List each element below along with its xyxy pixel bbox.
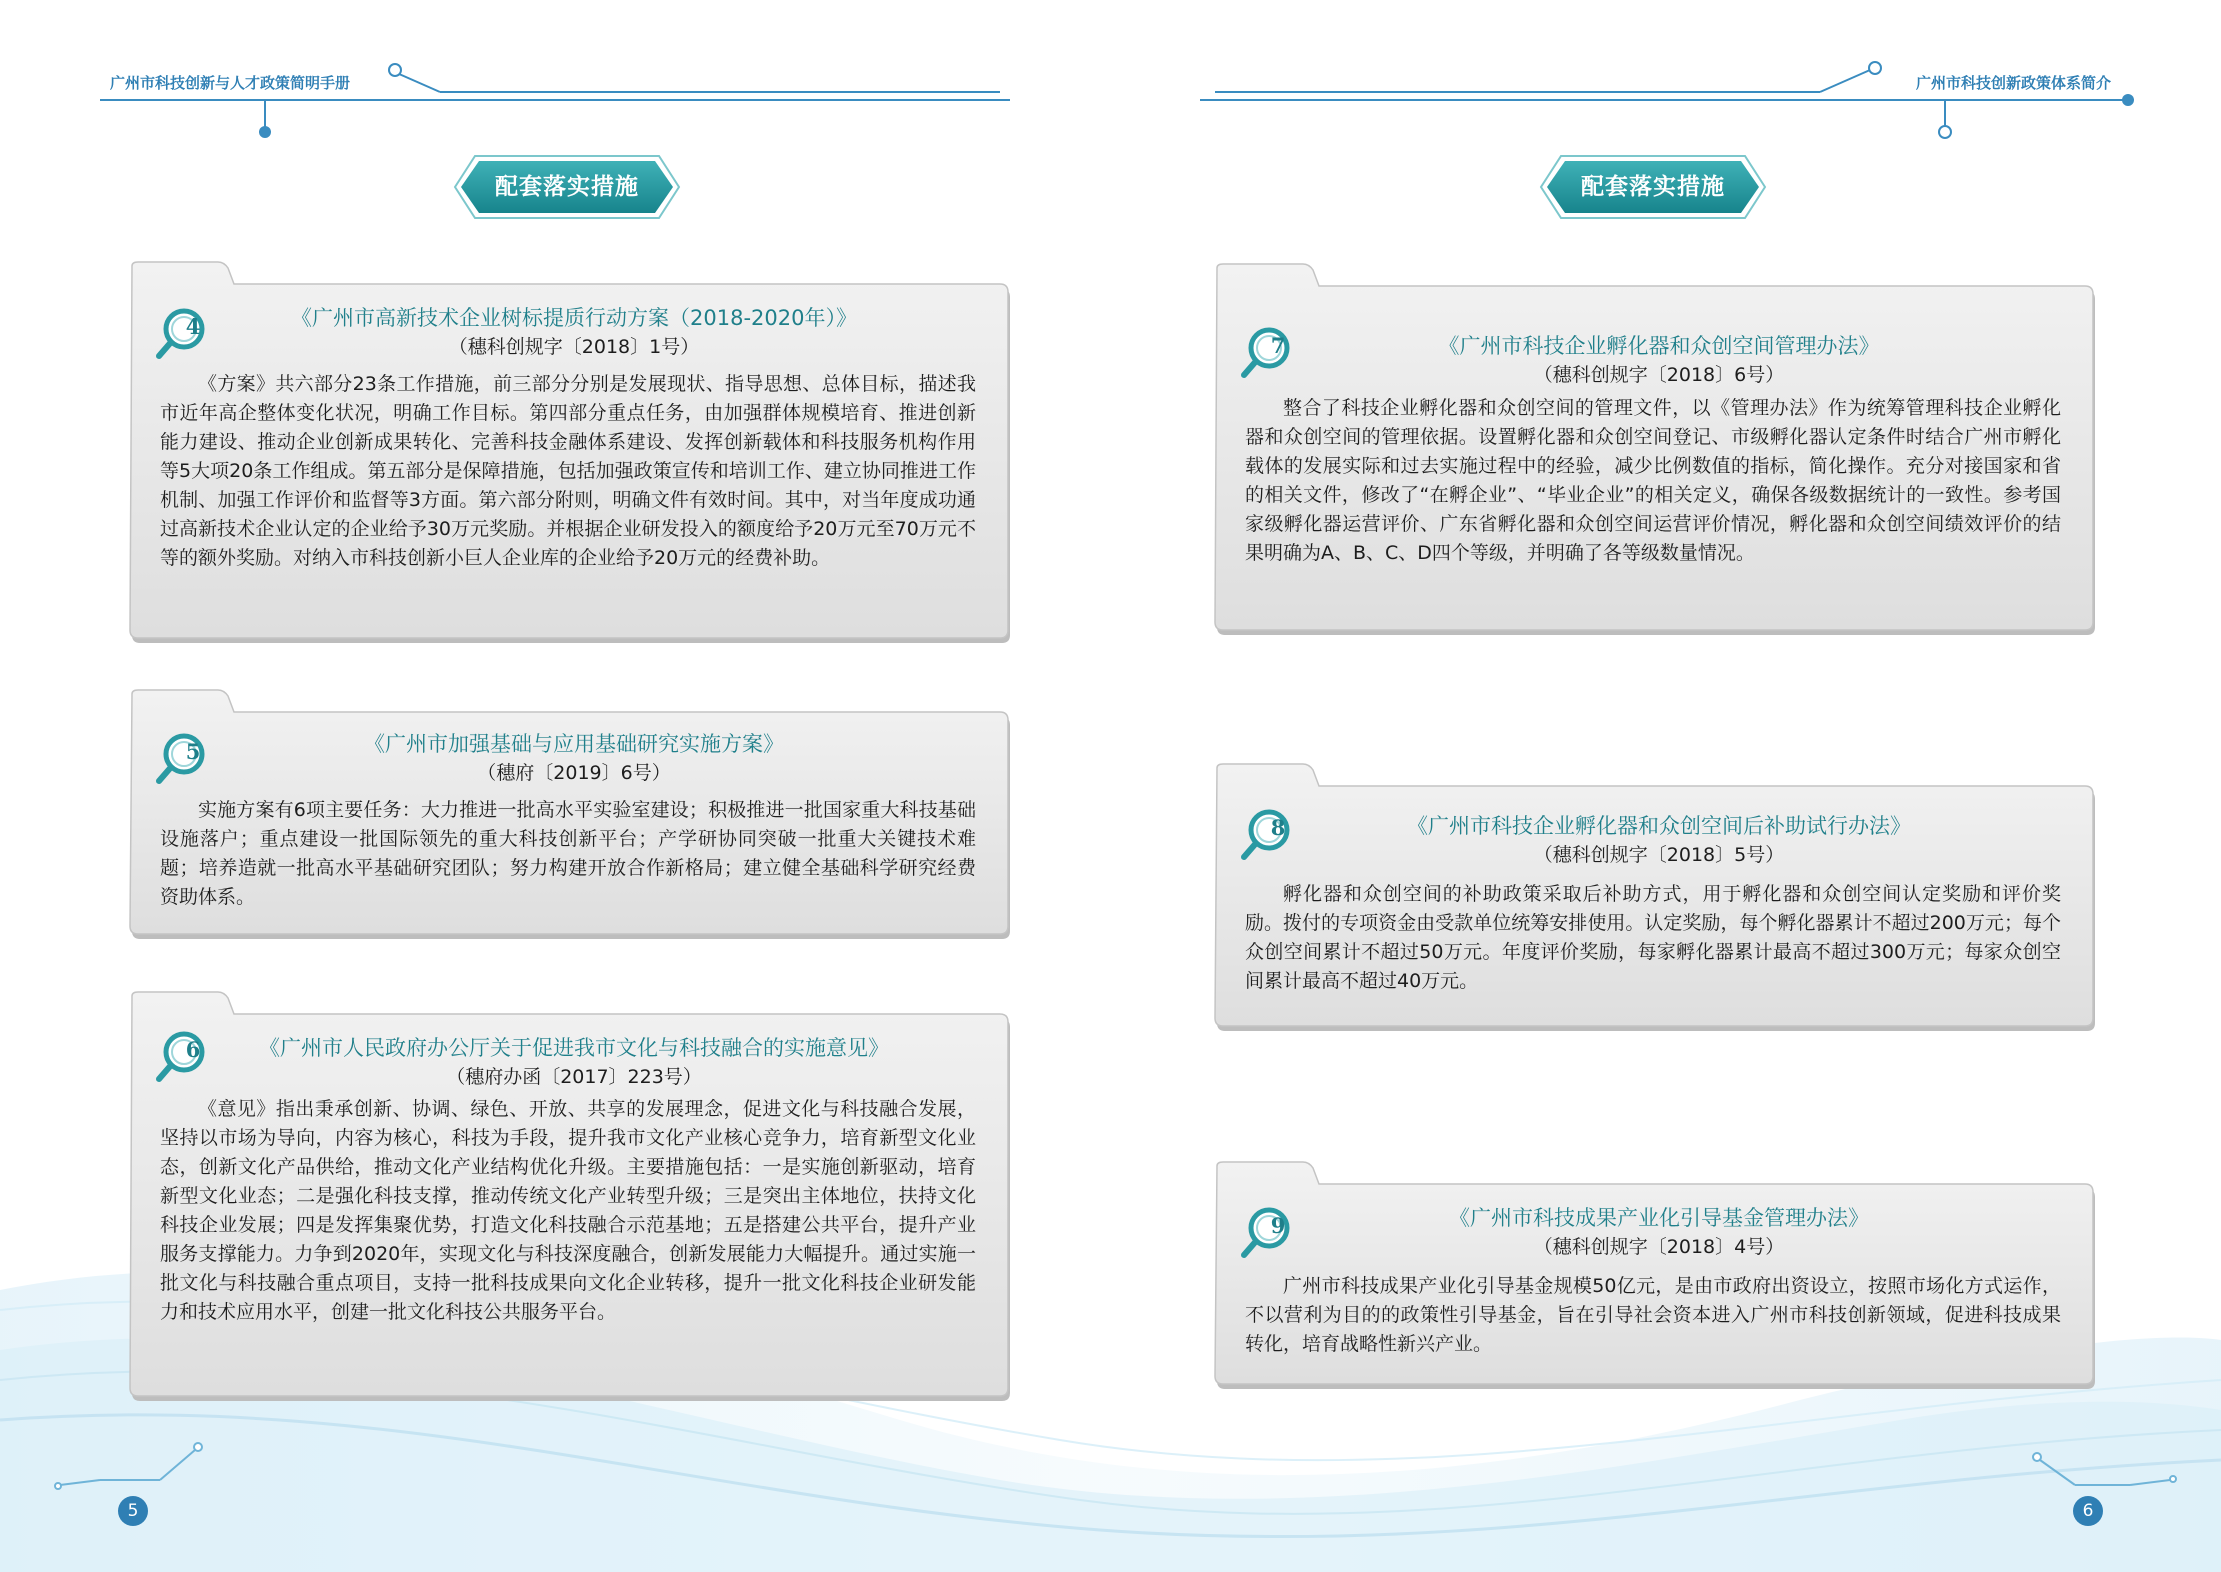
card-title: 《广州市科技成果产业化引导基金管理办法》 (1449, 1206, 1869, 1230)
policy-card-7 (1209, 262, 2095, 636)
card-number: 6 (185, 1037, 201, 1062)
card-number: 8 (1270, 815, 1286, 840)
section-tag-right (1539, 154, 1767, 220)
card-body: 实施方案有6项主要任务：大力推进一批高水平实验室建设；积极推进一批国家重大科技基础设施落户；重点建设一批国际领先的重大科技创新平台；产学研协同突破一批重大关键技术难题；培养造就一批高水平基础研究团队；努力构建开放合作新格局；建立健全基础科学研究经费资助体系。 (160, 799, 976, 908)
card-doc-number: （穗府〔2019〕6号） (477, 762, 671, 784)
card-body: 孵化器和众创空间的补助政策采取后补助方式，用于孵化器和众创空间认定奖励和评价奖励。拨付的专项资金由受款单位统筹安排使用。认定奖励，每个孵化器累计不超过200万元；每个众创空间累计不超过50万元。年度评价奖励，每家孵化器累计最高不超过300万元；每家众创空间累计最高不超过40万元。 (1245, 883, 2061, 992)
section-tag-right-label: 配套落实措施 (1581, 174, 1725, 200)
header-left-title: 广州市科技创新与人才政策简明手册 (110, 74, 351, 92)
policy-card-9 (1209, 1160, 2095, 1390)
card-body: 整合了科技企业孵化器和众创空间的管理文件，以《管理办法》作为统筹管理科技企业孵化器和众创空间的管理依据。设置孵化器和众创空间登记、市级孵化器认定条件时结合广州市孵化载体的发展实际和过去实施过程中的经验，减少比例数值的指标，简化操作。充分对接国家和省的相关文件，修改了“在孵企业”、“毕业企业”的相关定义，确保各级数据统计的一致性。参考国家级孵化器运营评价、广东省孵化器和众创空间运营评价情况，孵化器和众创空间绩效评价的结果明确为A、B、C、D四个等级，并明确了各等级数量情况。 (1245, 397, 2061, 564)
card-doc-number: （穗科创规字〔2018〕6号） (1533, 364, 1785, 386)
policy-card-6 (124, 990, 1010, 1402)
card-body: 广州市科技成果产业化引导基金规模50亿元，是由市政府出资设立，按照市场化方式运作，不以营利为目的的政策性引导基金，旨在引导社会资本进入广州市科技创新领域，促进科技成果转化，培育战略性新兴产业。 (1245, 1275, 2061, 1355)
section-tag-left (453, 154, 681, 220)
policy-card-8 (1209, 762, 2095, 1032)
card-number: 5 (185, 739, 201, 764)
card-title: 《广州市科技企业孵化器和众创空间管理办法》 (1438, 334, 1880, 358)
header-right-title: 广州市科技创新政策体系简介 (1915, 74, 2111, 92)
card-number: 7 (1270, 333, 1286, 358)
card-body: 《意见》指出秉承创新、协调、绿色、开放、共享的发展理念，促进文化与科技融合发展，坚持以市场为导向，内容为核心，科技为手段，提升我市文化产业核心竞争力，培育新型文化业态，创新文化产品供给，推动文化产业结构优化升级。主要措施包括：一是实施创新驱动，培育新型文化业态；二是强化科技支撑，推动传统文化产业转型升级；三是突出主体地位，扶持文化科技企业发展；四是发挥集聚优势，打造文化科技融合示范基地；五是搭建公共平台，提升产业服务支撑能力。力争到2020年，实现文化与科技深度融合，创新发展能力大幅提升。通过实施一批文化与科技融合重点项目，支持一批科技成果向文化企业转移，提升一批文化科技企业研发能力和技术应用水平，创建一批文化科技公共服务平台。 (160, 1098, 976, 1323)
card-doc-number: （穗府办函〔2017〕223号） (446, 1066, 702, 1088)
page-number-left: 5 (118, 1496, 148, 1526)
policy-card-4 (124, 260, 1010, 645)
card-number: 9 (1270, 1213, 1286, 1238)
policy-card-5 (124, 688, 1010, 940)
card-doc-number: （穗科创规字〔2018〕5号） (1533, 844, 1785, 866)
card-doc-number: （穗科创规字〔2018〕4号） (1533, 1236, 1785, 1258)
card-title: 《广州市人民政府办公厅关于促进我市文化与科技融合的实施意见》 (259, 1036, 889, 1060)
card-title: 《广州市高新技术企业树标提质行动方案（2018-2020年）》 (291, 306, 857, 330)
card-doc-number: （穗科创规字〔2018〕1号） (448, 336, 700, 358)
card-title: 《广州市加强基础与应用基础研究实施方案》 (364, 732, 784, 756)
page-number-right: 6 (2073, 1496, 2103, 1526)
card-title: 《广州市科技企业孵化器和众创空间后补助试行办法》 (1407, 814, 1911, 838)
section-tag-left-label: 配套落实措施 (495, 174, 639, 200)
card-body: 《方案》共六部分23条工作措施，前三部分分别是发展现状、指导思想、总体目标，描述我市近年高企整体变化状况，明确工作目标。第四部分重点任务，由加强群体规模培育、推进创新能力建设、推动企业创新成果转化、完善科技金融体系建设、发挥创新载体和科技服务机构作用等5大项20条工作组成。第五部分是保障措施，包括加强政策宣传和培训工作、建立协同推进工作机制、加强工作评价和监督等3方面。第六部分附则，明确文件有效时间。其中，对当年度成功通过高新技术企业认定的企业给予30万元奖励。并根据企业研发投入的额度给予20万元至70万元不等的额外奖励。对纳入市科技创新小巨人企业库的企业给予20万元的经费补助。 (160, 373, 976, 569)
card-number: 4 (185, 314, 201, 339)
